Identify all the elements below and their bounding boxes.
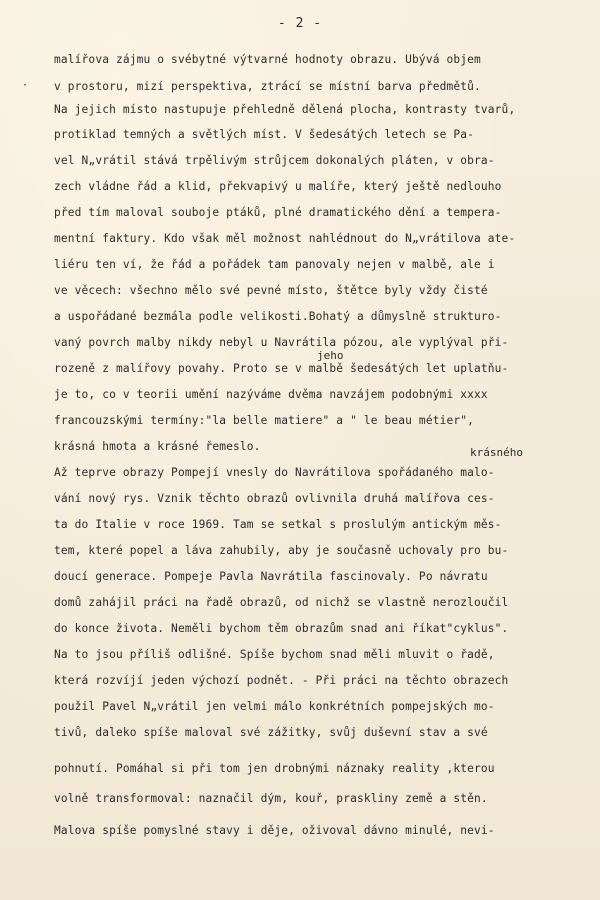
text-line: Malova spíše pomyslné stavy i děje, oživoval dávno minulé, nevi- (54, 824, 495, 837)
text-line: Na to jsou příliš odlišné. Spíše bychom snad měli mluvit o řadě, (54, 648, 495, 661)
text-line: tem, které popel a láva zahubily, aby je současně uchovaly pro bu- (54, 544, 509, 557)
text-line: vaný povrch malby nikdy nebyl u Navrátila pózou, ale vyplýval při- (54, 336, 509, 349)
text-line: před tím maloval souboje ptáků, plné dramatického dění a tempera- (54, 206, 502, 219)
text-line: pohnutí. Pomáhal si při tom jen drobnými náznaky reality ,kterou (54, 762, 495, 775)
text-line: krásná hmota a krásné řemeslo. (54, 440, 261, 453)
text-line: tivů, daleko spíše maloval své zážitky, svůj duševní stav a své (54, 726, 488, 739)
text-line: malířova zájmu o svébytné výtvarné hodnoty obrazu. Ubývá objem (54, 53, 481, 66)
text-line: domů zahájil práci na řadě obrazů, od nichž se vlastně nerozloučil (54, 596, 509, 609)
text-line: v prostoru, mizí perspektiva, ztrácí se místní barva předmětů. (54, 80, 481, 93)
text-line: doucí generace. Pompeje Pavla Navrátila fascinovaly. Po návratu (54, 570, 488, 583)
text-line: ve věcech: všechno mělo své pevné místo, štětce byly vždy čisté (54, 284, 488, 297)
text-line: a uspořádané bezmála podle velikosti.Bohatý a důmyslně strukturo- (54, 310, 502, 323)
text-line: zech vládne řád a klid, překvapivý u malíře, který ještě nedlouho (54, 180, 502, 193)
text-line: Na jejich místo nastupuje přehledně dělená plocha, kontrasty tvarů, (54, 103, 516, 116)
text-line: vání nový rys. Vznik těchto obrazů ovlivnila druhá malířova ces- (54, 492, 495, 505)
page-number: - 2 - (277, 16, 323, 31)
handwritten-insertion: jeho (317, 349, 344, 362)
text-line: ta do Italie v roce 1969. Tam se setkal s proslulým antickým měs- (54, 518, 502, 531)
text-line: Až teprve obrazy Pompejí vnesly do Navrátilova spořádaného malo- (54, 466, 495, 479)
text-line: liéru ten ví, že řád a pořádek tam panovaly nejen v malbě, ale i (54, 258, 495, 271)
text-line: vel N„vrátil stává trpělivým strůjcem dokonalých pláten, v obra- (54, 154, 495, 167)
text-line: francouzskými termíny:"la belle matiere" a " le beau métier", (54, 414, 475, 427)
text-line: volně transformoval: naznačil dým, kouř, praskliny země a stěn. (54, 792, 488, 805)
text-line: rozeně z malířovy povahy. Proto se v malbě šedesátých let uplatňu- (54, 362, 509, 375)
text-line: která rozvíjí jeden výchozí podnět. - Při práci na těchto obrazech (54, 674, 509, 687)
text-line: je to, co v teorii umění nazýváme dvěma navzájem podobnými xxxx (54, 388, 488, 401)
text-line: protiklad temných a světlých míst. V šedesátých letech se Pa- (54, 128, 475, 141)
text-line: použil Pavel N„vrátil jen velmi málo konkrétních pompejských mo- (54, 700, 495, 713)
text-line: mentní faktury. Kdo však měl možnost nahlédnout do N„vrátilova ate- (54, 232, 516, 245)
handwritten-insertion: krásného (470, 446, 523, 459)
text-line: do konce života. Neměli bychom těm obrazům snad ani říkat"cyklus". (54, 622, 509, 635)
margin-mark: · (22, 80, 29, 91)
